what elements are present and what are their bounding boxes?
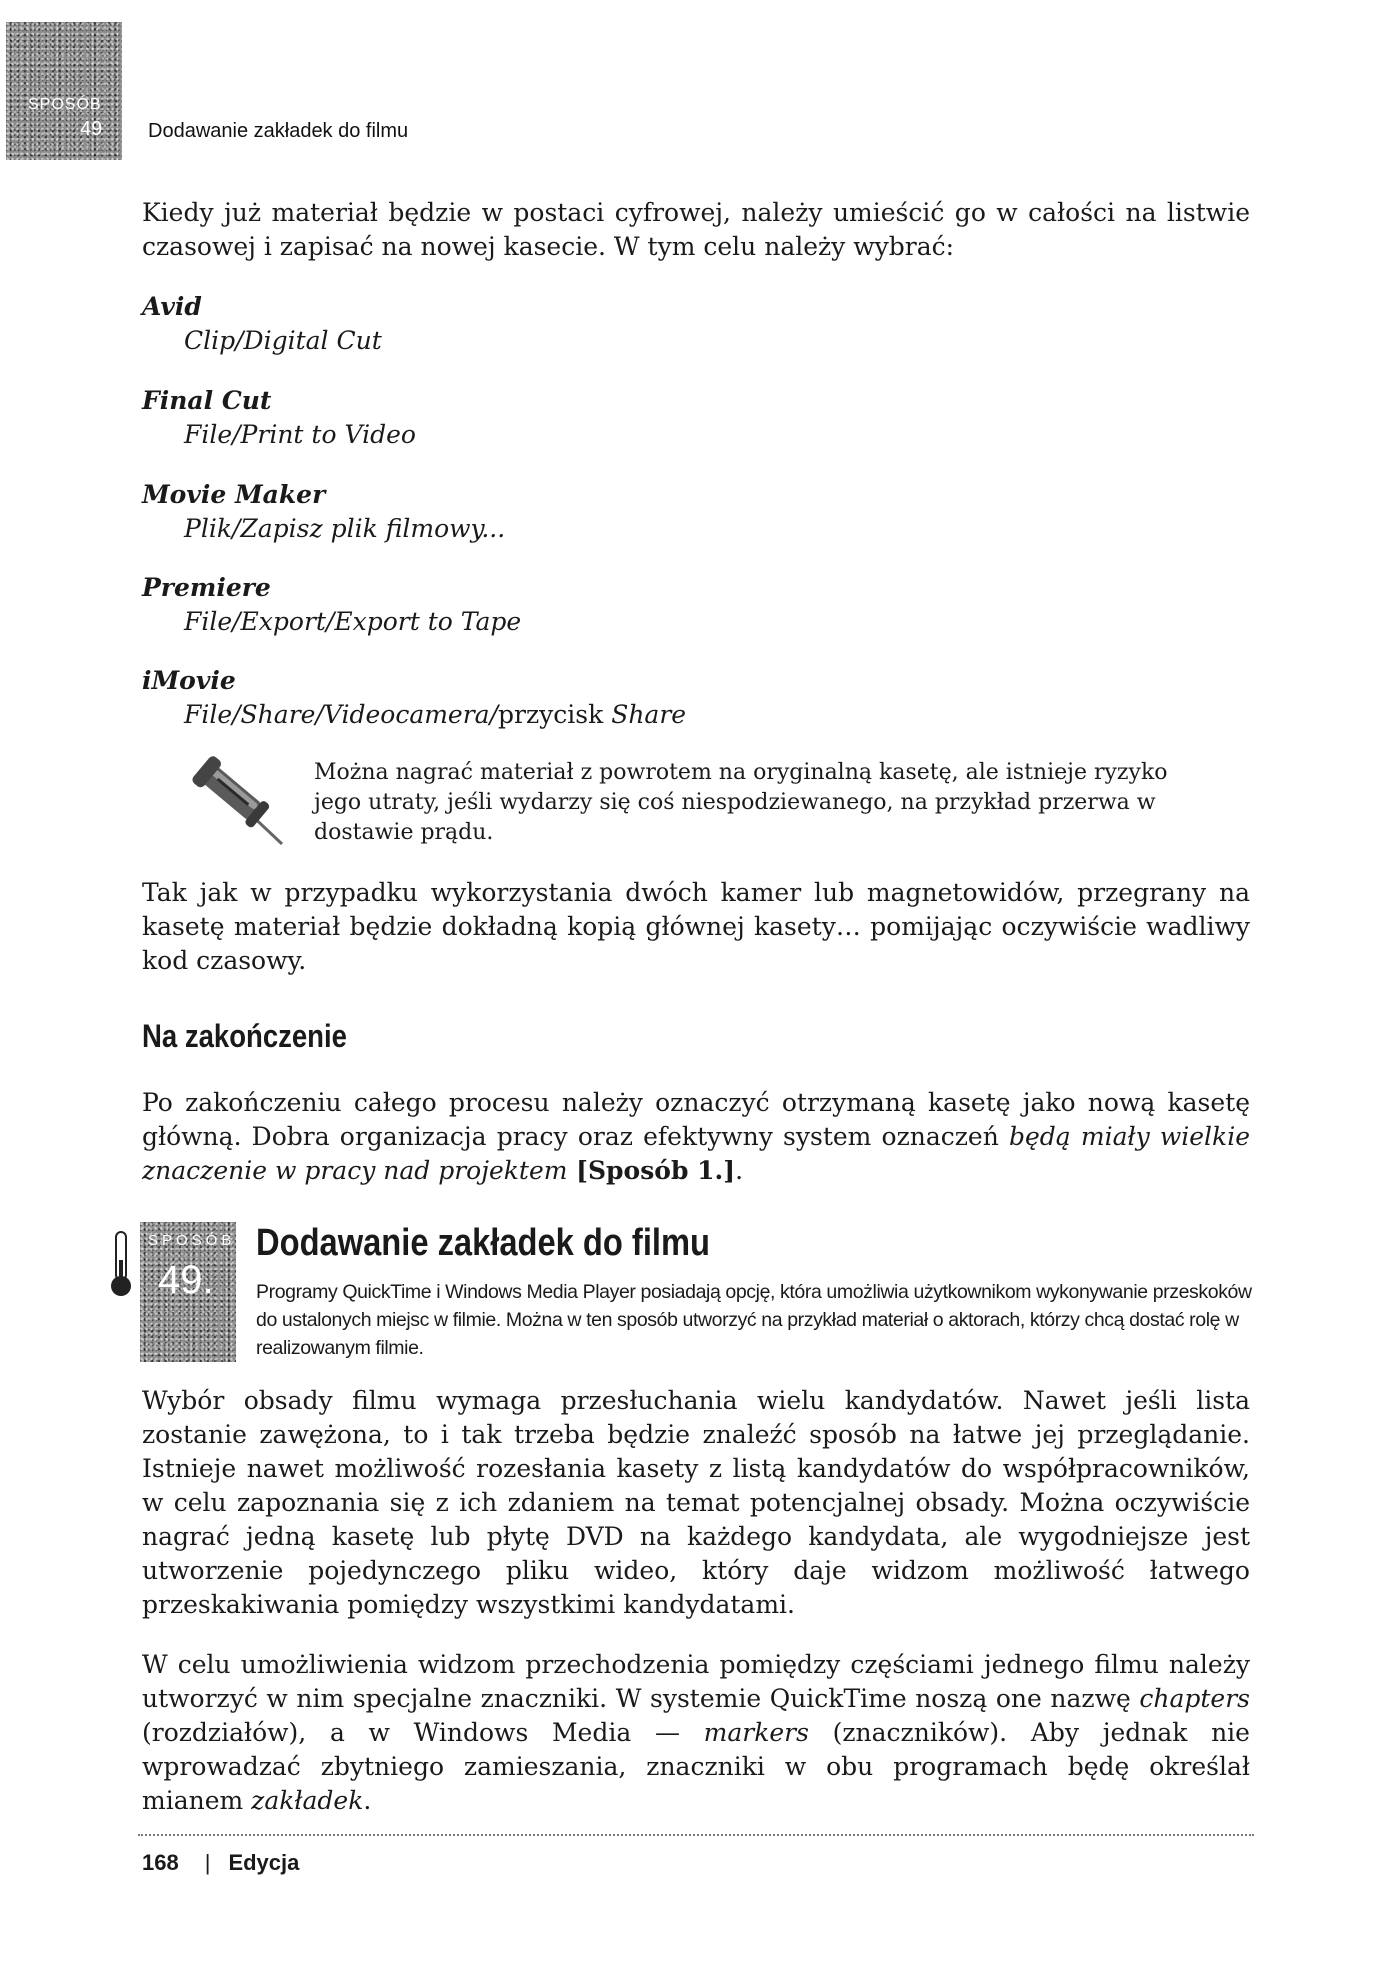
section-heading: Na zakończenie xyxy=(142,1018,347,1054)
pushpin-icon xyxy=(182,748,292,848)
menu-app-imovie: iMovie xyxy=(142,666,236,695)
conclusion-italic: będą miały wielkie znaczenie w pracy nad projektem xyxy=(142,1122,1250,1185)
body-paragraph-1: Wybór obsady filmu wymaga przesłuchania wielu kandydatów. Nawet jeśli lista zostanie zawężona, to i tak trzeba będzie znaleźć sposób na łatwe jej przeglądanie. Istnieje nawet możliwość rozesłania kasety z listą kandydatów do współpracowników, w celu zapoznania się z ich zdaniem na temat potencjalnej obsady. Można oczywiście nagrać jedną kasetę lub płytę DVD na każdego kandydata, ale wygodniejsze jest utworzenie pojedynczego pliku wideo, który daje widzom możliwość łatwego przeskakiwania pomiędzy wszystkimi kandydatami. xyxy=(142,1386,1250,1619)
hack-badge-number: 49. xyxy=(158,1258,214,1302)
header-sposob-badge xyxy=(6,22,122,160)
pushpin-note: Można nagrać materiał z powrotem na oryginalną kasetę, ale istnieje ryzyko jego utraty, jeśli wydarzy się coś niespodziewanego, na przykład przerwa w dostawie prądu. xyxy=(314,760,1168,845)
menu-app-final-cut: Final Cut xyxy=(142,386,272,415)
conclusion-end: . xyxy=(735,1156,744,1185)
footer-separator: | xyxy=(204,1850,211,1875)
body2-c: (znaczników). Aby jednak nie wprowadzać zbytniego zamieszania, znaczniki w obu programach będę określał mianem xyxy=(142,1718,1250,1815)
body-paragraph-2 xyxy=(142,1648,1250,1818)
menu-app-premiere: Premiere xyxy=(142,573,271,602)
menu-path-avid: Clip/Digital Cut xyxy=(184,326,382,355)
page-number: 168 xyxy=(142,1850,179,1875)
menu-app-movie-maker: Movie Maker xyxy=(142,480,326,509)
thermometer-icon xyxy=(108,1230,134,1300)
conclusion-text: Po zakończeniu całego procesu należy oznaczyć otrzymaną kasetę jako nową kasetę główną. Dobra organizacja pracy oraz efektywny system oznaczeń xyxy=(142,1088,1250,1151)
term-zakladek: zakładek xyxy=(251,1786,364,1815)
body2-b: (rozdziałów), a w Windows Media — xyxy=(142,1718,704,1747)
running-title: Dodawanie zakładek do filmu xyxy=(148,120,409,142)
conclusion-paragraph xyxy=(142,1086,1250,1188)
menu-path-final-cut: File/Print to Video xyxy=(184,420,416,449)
term-chapters: chapters xyxy=(1139,1684,1250,1713)
menu-path-imovie-b: przycisk xyxy=(498,700,604,729)
menu-path-premiere: File/Export/Export to Tape xyxy=(184,607,522,636)
menu-path-imovie xyxy=(184,700,686,729)
menu-path-movie-maker: Plik/Zapisz plik filmowy... xyxy=(184,514,506,543)
menu-path-imovie-c: Share xyxy=(603,700,687,729)
header-badge-number: 49 xyxy=(80,118,103,140)
hack-sposob-badge xyxy=(140,1222,236,1362)
footer-rule xyxy=(138,1834,1254,1836)
intro-paragraph: Kiedy już materiał będzie w postaci cyfrowej, należy umieścić go w całości na listwie czasowej i zapisać na nowej kasecie. W tym celu należy wybrać: xyxy=(142,198,1250,261)
header-badge-label: SPOSÓB xyxy=(28,96,102,113)
copy-paragraph: Tak jak w przypadku wykorzystania dwóch kamer lub magnetowidów, przegrany na kasetę materiał będzie dokładną kopią głównej kasety… pomijając oczywiście wadliwy kod czasowy. xyxy=(142,878,1250,975)
term-markers: markers xyxy=(703,1718,809,1747)
page-footer xyxy=(142,1850,299,1876)
hack-title: Dodawanie zakładek do filmu xyxy=(256,1222,710,1264)
body2-a: W celu umożliwienia widzom przechodzenia pomiędzy częściami jednego filmu należy utworzyć w nim specjalne znaczniki. W systemie QuickTime noszą one nazwę xyxy=(142,1650,1250,1713)
menu-app-avid: Avid xyxy=(142,292,202,321)
sposob-reference: [Sposób 1.] xyxy=(567,1156,736,1185)
body2-d: . xyxy=(363,1786,372,1815)
menu-path-imovie-a: File/Share/Videocamera/ xyxy=(184,700,499,729)
chapter-name: Edycja xyxy=(228,1850,300,1875)
hack-lead: Programy QuickTime i Windows Media Player posiadają opcję, która umożliwia użytkownikom wykonywanie przeskoków do ustalonych miejsc w filmie. Można w ten sposób utworzyć na przykład materiał o aktorach, którzy chcą dostać rolę w realizowanym filmie. xyxy=(256,1281,1252,1359)
hack-badge-label: SPOSÓB xyxy=(148,1232,236,1249)
